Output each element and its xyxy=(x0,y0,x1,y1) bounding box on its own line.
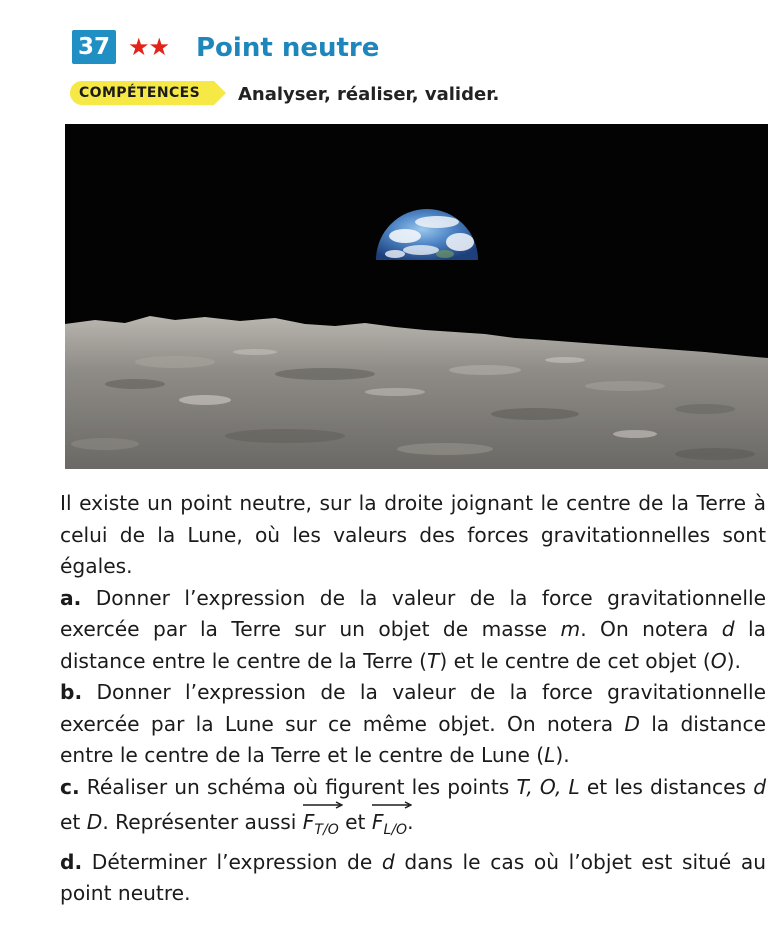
question-d-text2: dans le cas où l’objet est situé au point neutre. xyxy=(60,849,767,906)
point-o: O xyxy=(710,648,727,673)
difficulty-stars: ★★ xyxy=(128,33,170,61)
question-c-label: c. xyxy=(60,774,80,799)
question-a-label: a. xyxy=(60,585,82,610)
var-d-d: d xyxy=(381,849,395,874)
question-a-text3: la distance entre le centre de la Terre ( xyxy=(60,617,766,673)
var-d: d xyxy=(721,617,735,641)
competences-badge: COMPÉTENCES xyxy=(70,81,214,105)
question-c-text5: et xyxy=(338,810,372,834)
question-b-text2: la distance entre le centre de la Terre et le centre de Lune ( xyxy=(60,711,766,767)
question-b-text3: ). xyxy=(555,743,570,767)
question-b-text1: Donner l’expression de la valeur de la force gravitationnelle exercée par la Lune sur ce même objet. On notera xyxy=(60,680,766,736)
question-d xyxy=(60,847,766,910)
question-d-label: d. xyxy=(60,849,83,874)
question-a-text4: ) et le centre de cet objet ( xyxy=(439,648,711,673)
vector-f-t-o xyxy=(303,803,339,847)
var-D-c: D xyxy=(86,810,103,834)
question-c-text2: et les distances xyxy=(579,774,754,799)
question-a-text5: ). xyxy=(726,648,741,673)
question-c xyxy=(60,772,766,847)
competences-text: Analyser, réaliser, valider. xyxy=(238,84,500,105)
vector-f-l-o-sub: L/O xyxy=(383,822,408,839)
question-b-label: b. xyxy=(60,680,83,704)
vector-f-l-o-main: F xyxy=(371,810,384,834)
question-a-text1: Donner l’expression de la valeur de la force gravitationnelle exercée par la Terre sur un objet de masse xyxy=(60,585,766,641)
intro-paragraph: Il existe un point neutre, sur la droite joignant le centre de la Terre à celui de la Lune, où les valeurs des forces gravitationnelles sont égales. xyxy=(60,491,766,578)
vector-arrow-icon xyxy=(303,801,343,809)
point-l: L xyxy=(544,743,556,767)
question-c-text6: . xyxy=(407,810,414,834)
points-list: T, O, L xyxy=(516,774,580,799)
point-t: T xyxy=(427,648,440,673)
earthrise-photo xyxy=(65,124,768,469)
exercise-text xyxy=(60,488,766,910)
question-c-text1: Réaliser un schéma où figurent les points xyxy=(86,774,517,799)
question-b xyxy=(60,677,766,772)
question-c-text4: . Représenter aussi xyxy=(102,810,303,834)
var-d-c: d xyxy=(753,774,767,799)
exercise-title: Point neutre xyxy=(196,33,380,63)
var-m: m xyxy=(560,617,581,641)
exercise-number: 37 xyxy=(72,30,116,64)
question-a-text2: . On notera xyxy=(580,617,722,641)
question-a xyxy=(60,583,766,678)
vector-f-t-o-main: F xyxy=(302,810,315,834)
vector-f-l-o xyxy=(372,803,407,847)
var-D: D xyxy=(624,711,640,736)
question-c-text3: et xyxy=(60,810,87,834)
vector-arrow-icon xyxy=(372,801,412,809)
vector-f-t-o-sub: T/O xyxy=(314,822,339,839)
earthrise-illustration xyxy=(65,124,768,469)
question-d-text1: Déterminer l’expression de xyxy=(91,849,382,874)
